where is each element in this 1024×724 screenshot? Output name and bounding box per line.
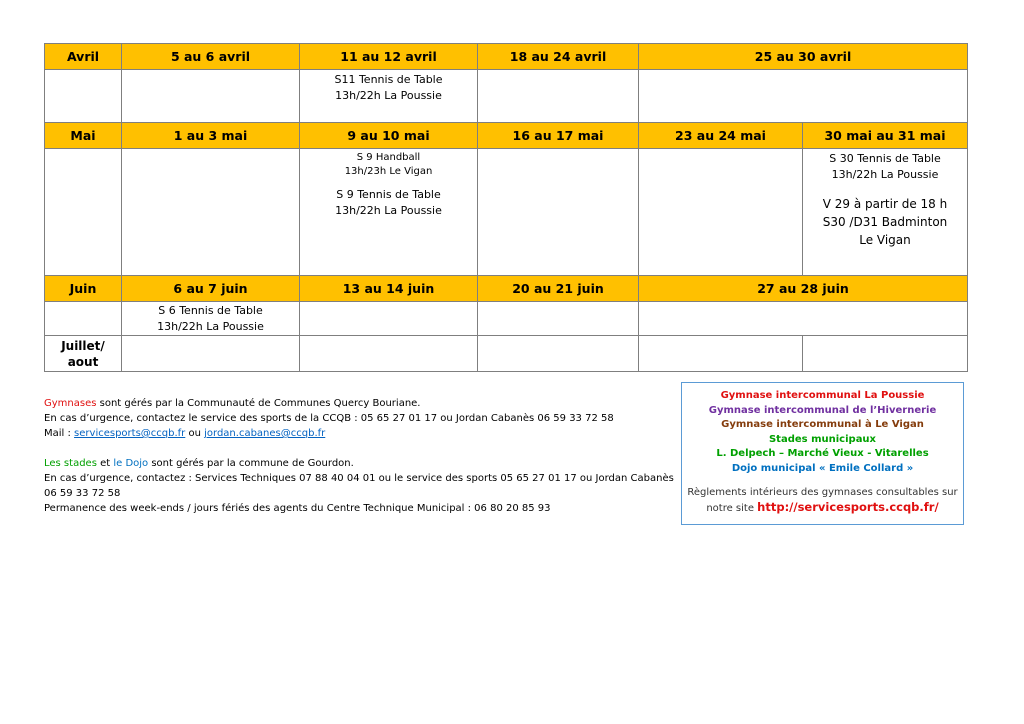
empty-cell <box>478 70 639 123</box>
schedule-table <box>44 43 968 372</box>
empty-cell <box>639 336 803 372</box>
empty-cell <box>478 302 639 336</box>
week-header: 13 au 14 juin <box>300 276 478 302</box>
empty-cell <box>639 149 803 276</box>
gym-note: Gymnases sont gérés par la Communauté de Communes Quercy Bouriane. <box>44 398 421 409</box>
event-line: S 30 Tennis de Table <box>829 152 941 165</box>
empty-cell <box>300 302 478 336</box>
mail-link-servicesports[interactable]: servicesports@ccqb.fr <box>74 428 186 439</box>
event-cell <box>122 302 300 336</box>
month-july-august: Juillet/ aout <box>45 336 122 372</box>
week-header: 11 au 12 avril <box>300 44 478 70</box>
event-line: S 9 Handball <box>356 152 421 163</box>
event-line: 13h/22h La Poussie <box>335 89 442 102</box>
legend-item-hivernerie: Gymnase intercommunal de l’Hivernerie <box>708 404 937 416</box>
event-line: 13h/22h La Poussie <box>831 168 939 181</box>
event-line: S30 /D31 Badminton <box>822 215 948 229</box>
week-header: 5 au 6 avril <box>122 44 300 70</box>
venue-legend-box <box>681 382 964 525</box>
event-line: V 29 à partir de 18 h <box>822 197 948 211</box>
weekend-permanence: Permanence des week-ends / jours fériés des agents du Centre Technique Municipal : 06 80 20 85 93 <box>44 503 551 514</box>
stades-note: Les stades et le Dojo sont gérés par la commune de Gourdon. <box>44 458 354 469</box>
event-line: 13h/22h La Poussie <box>157 320 264 333</box>
month-june: Juin <box>45 276 122 302</box>
week-header: 6 au 7 juin <box>122 276 300 302</box>
gym-urgency: En cas d’urgence, contactez le service des sports de la CCQB : 05 65 27 01 17 ou Jordan Cabanès 06 59 33 72 58 <box>44 413 614 424</box>
week-header: 30 mai au 31 mai <box>803 123 968 149</box>
june-header-row <box>45 276 968 302</box>
mail-link-jordan[interactable]: jordan.cabanes@ccqb.fr <box>204 428 326 439</box>
week-header: 18 au 24 avril <box>478 44 639 70</box>
website-link[interactable]: http://servicesports.ccqb.fr/ <box>757 500 939 515</box>
empty-cell <box>45 302 122 336</box>
empty-cell <box>639 70 968 123</box>
july-row <box>45 336 968 372</box>
empty-cell <box>122 336 300 372</box>
rules-note: Règlements intérieurs des gymnases consultables sur notre site http://servicesports.ccqb.fr/ <box>687 486 958 515</box>
stades-urgency: En cas d’urgence, contactez : Services Techniques 07 88 40 04 01 ou le service des sports 05 65 27 01 17 ou Jordan Cabanès 06 59 33 72 58 <box>44 473 674 499</box>
legend-item-vigan: Gymnase intercommunal à Le Vigan <box>721 419 924 431</box>
event-cell <box>300 70 478 123</box>
stades-word: Les stades <box>44 458 97 469</box>
event-line: Le Vigan <box>859 233 911 247</box>
event-line: 13h/23h Le Vigan <box>344 166 433 177</box>
empty-cell <box>478 336 639 372</box>
week-header: 25 au 30 avril <box>639 44 968 70</box>
week-header: 27 au 28 juin <box>639 276 968 302</box>
month-april: Avril <box>45 44 122 70</box>
may-events-row <box>45 149 968 276</box>
week-header: 1 au 3 mai <box>122 123 300 149</box>
event-cell <box>300 149 478 276</box>
week-header: 9 au 10 mai <box>300 123 478 149</box>
empty-cell <box>122 70 300 123</box>
empty-cell <box>45 70 122 123</box>
gym-word: Gymnases <box>44 398 97 409</box>
event-line: 13h/22h La Poussie <box>335 204 442 217</box>
week-header: 16 au 17 mai <box>478 123 639 149</box>
event-cell <box>803 149 968 276</box>
empty-cell <box>300 336 478 372</box>
april-events-row <box>45 70 968 123</box>
legend-item-delpech: L. Delpech – Marché Vieux - Vitarelles <box>716 448 929 460</box>
contact-notes <box>44 396 674 516</box>
empty-cell <box>122 149 300 276</box>
legend-item-dojo: Dojo municipal « Emile Collard » <box>731 462 914 474</box>
empty-cell <box>45 149 122 276</box>
event-line: S 9 Tennis de Table <box>336 188 441 201</box>
event-line: S 6 Tennis de Table <box>158 304 263 317</box>
mail-line: Mail : servicesports@ccqb.fr ou jordan.cabanes@ccqb.fr <box>44 428 326 439</box>
month-may: Mai <box>45 123 122 149</box>
event-line: S11 Tennis de Table <box>334 73 443 86</box>
empty-cell <box>639 302 968 336</box>
may-header-row <box>45 123 968 149</box>
legend-item-stades: Stades municipaux <box>768 433 877 445</box>
april-header-row <box>45 44 968 70</box>
empty-cell <box>803 336 968 372</box>
week-header: 23 au 24 mai <box>639 123 803 149</box>
empty-cell <box>478 149 639 276</box>
legend-item-poussie: Gymnase intercommunal La Poussie <box>720 390 925 401</box>
week-header: 20 au 21 juin <box>478 276 639 302</box>
june-events-row <box>45 302 968 336</box>
dojo-word: le Dojo <box>113 458 149 469</box>
